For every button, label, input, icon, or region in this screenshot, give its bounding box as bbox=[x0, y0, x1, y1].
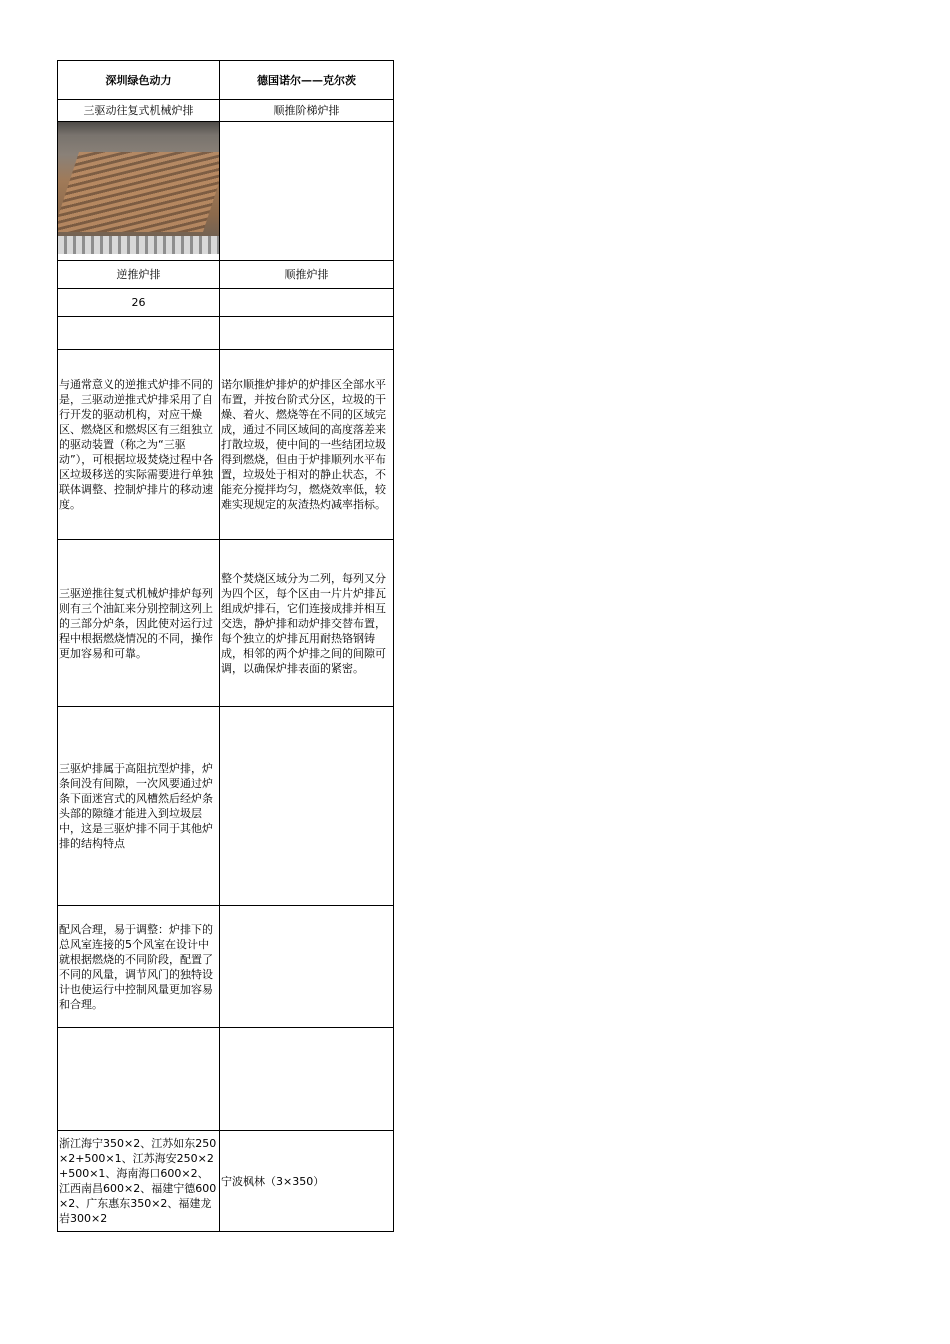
desc-row-2 bbox=[58, 540, 394, 707]
number-row bbox=[58, 289, 394, 317]
blank2-cell-2 bbox=[220, 1028, 394, 1131]
header-row bbox=[58, 61, 394, 100]
desc1-cell-1: 与通常意义的逆推式炉排不同的是，三驱动逆推式炉排采用了自行开发的驱动机构，对应干燥区、燃烧区和燃烬区有三组独立的驱动装置（称之为“三驱动”），可根据垃圾焚烧过程中各区垃圾移送的实际需要进行单独联体调整、控制炉排片的移动速度。 bbox=[58, 350, 220, 540]
blank2-cell-1 bbox=[58, 1028, 220, 1131]
header-cell-2: 德国诺尔——克尔茨 bbox=[220, 61, 394, 100]
desc2-cell-1: 三驱逆推往复式机械炉排炉每列则有三个油缸来分别控制这列上的三部分炉条，因此使对运行过程中根据燃烧情况的不同，操作更加容易和可靠。 bbox=[58, 540, 220, 707]
desc3-cell-1: 三驱炉排属于高阻抗型炉排，炉条间没有间隙，一次风要通过炉条下面迷宫式的风槽然后经炉条头部的隙缝才能进入到垃圾层中，这是三驱炉排不同于其他炉排的结构特点 bbox=[58, 707, 220, 906]
desc4-cell-1: 配风合理，易于调整：炉排下的总风室连接的5个风室在设计中就根据燃烧的不同阶段，配置了不同的风量，调节风门的独特设计也使运行中控制风量更加容易和合理。 bbox=[58, 906, 220, 1028]
blank-row-1 bbox=[58, 317, 394, 350]
type-cell-2: 顺推阶梯炉排 bbox=[220, 100, 394, 122]
image-row bbox=[58, 122, 394, 261]
number-cell-2 bbox=[220, 289, 394, 317]
desc2-cell-2: 整个焚烧区域分为二列，每列又分为四个区，每个区由一片片炉排瓦组成炉排石，它们连接成排并相互交迭，静炉排和动炉排交替布置，每个独立的炉排瓦用耐热铬钢铸成，相邻的两个炉排之间的间隙可调，以确保炉排表面的紧密。 bbox=[220, 540, 394, 707]
push-cell-1: 逆推炉排 bbox=[58, 261, 220, 289]
image-cell-1 bbox=[58, 122, 220, 261]
image-cell-2 bbox=[220, 122, 394, 261]
push-row bbox=[58, 261, 394, 289]
type-row bbox=[58, 100, 394, 122]
header-cell-1: 深圳绿色动力 bbox=[58, 61, 220, 100]
desc3-cell-2 bbox=[220, 707, 394, 906]
projects-cell-2: 宁波枫林（3×350） bbox=[220, 1131, 394, 1232]
desc-row-4 bbox=[58, 906, 394, 1028]
comparison-table bbox=[57, 60, 394, 1232]
desc1-cell-2: 诺尔顺推炉排炉的炉排区全部水平布置，并按台阶式分区，垃圾的干燥、着火、燃烧等在不同的区域完成，通过不同区域间的高度落差来打散垃圾，使中间的一些结团垃圾得到燃烧，但由于炉排顺列水平布置，垃圾处于相对的静止状态，不能充分搅拌均匀，燃烧效率低，较难实现规定的灰渣热灼减率指标。 bbox=[220, 350, 394, 540]
projects-row bbox=[58, 1131, 394, 1232]
blank1-cell-1 bbox=[58, 317, 220, 350]
blank-row-2 bbox=[58, 1028, 394, 1131]
grate-photo bbox=[58, 122, 220, 254]
type-cell-1: 三驱动往复式机械炉排 bbox=[58, 100, 220, 122]
desc4-cell-2 bbox=[220, 906, 394, 1028]
push-cell-2: 顺推炉排 bbox=[220, 261, 394, 289]
projects-cell-1: 浙江海宁350×2、江苏如东250×2+500×1、江苏海安250×2+500×1、海南海口600×2、江西南昌600×2、福建宁德600×2、广东惠东350×2、福建龙岩300×2 bbox=[58, 1131, 220, 1232]
desc-row-1 bbox=[58, 350, 394, 540]
number-cell-1: 26 bbox=[58, 289, 220, 317]
blank1-cell-2 bbox=[220, 317, 394, 350]
desc-row-3 bbox=[58, 707, 394, 906]
